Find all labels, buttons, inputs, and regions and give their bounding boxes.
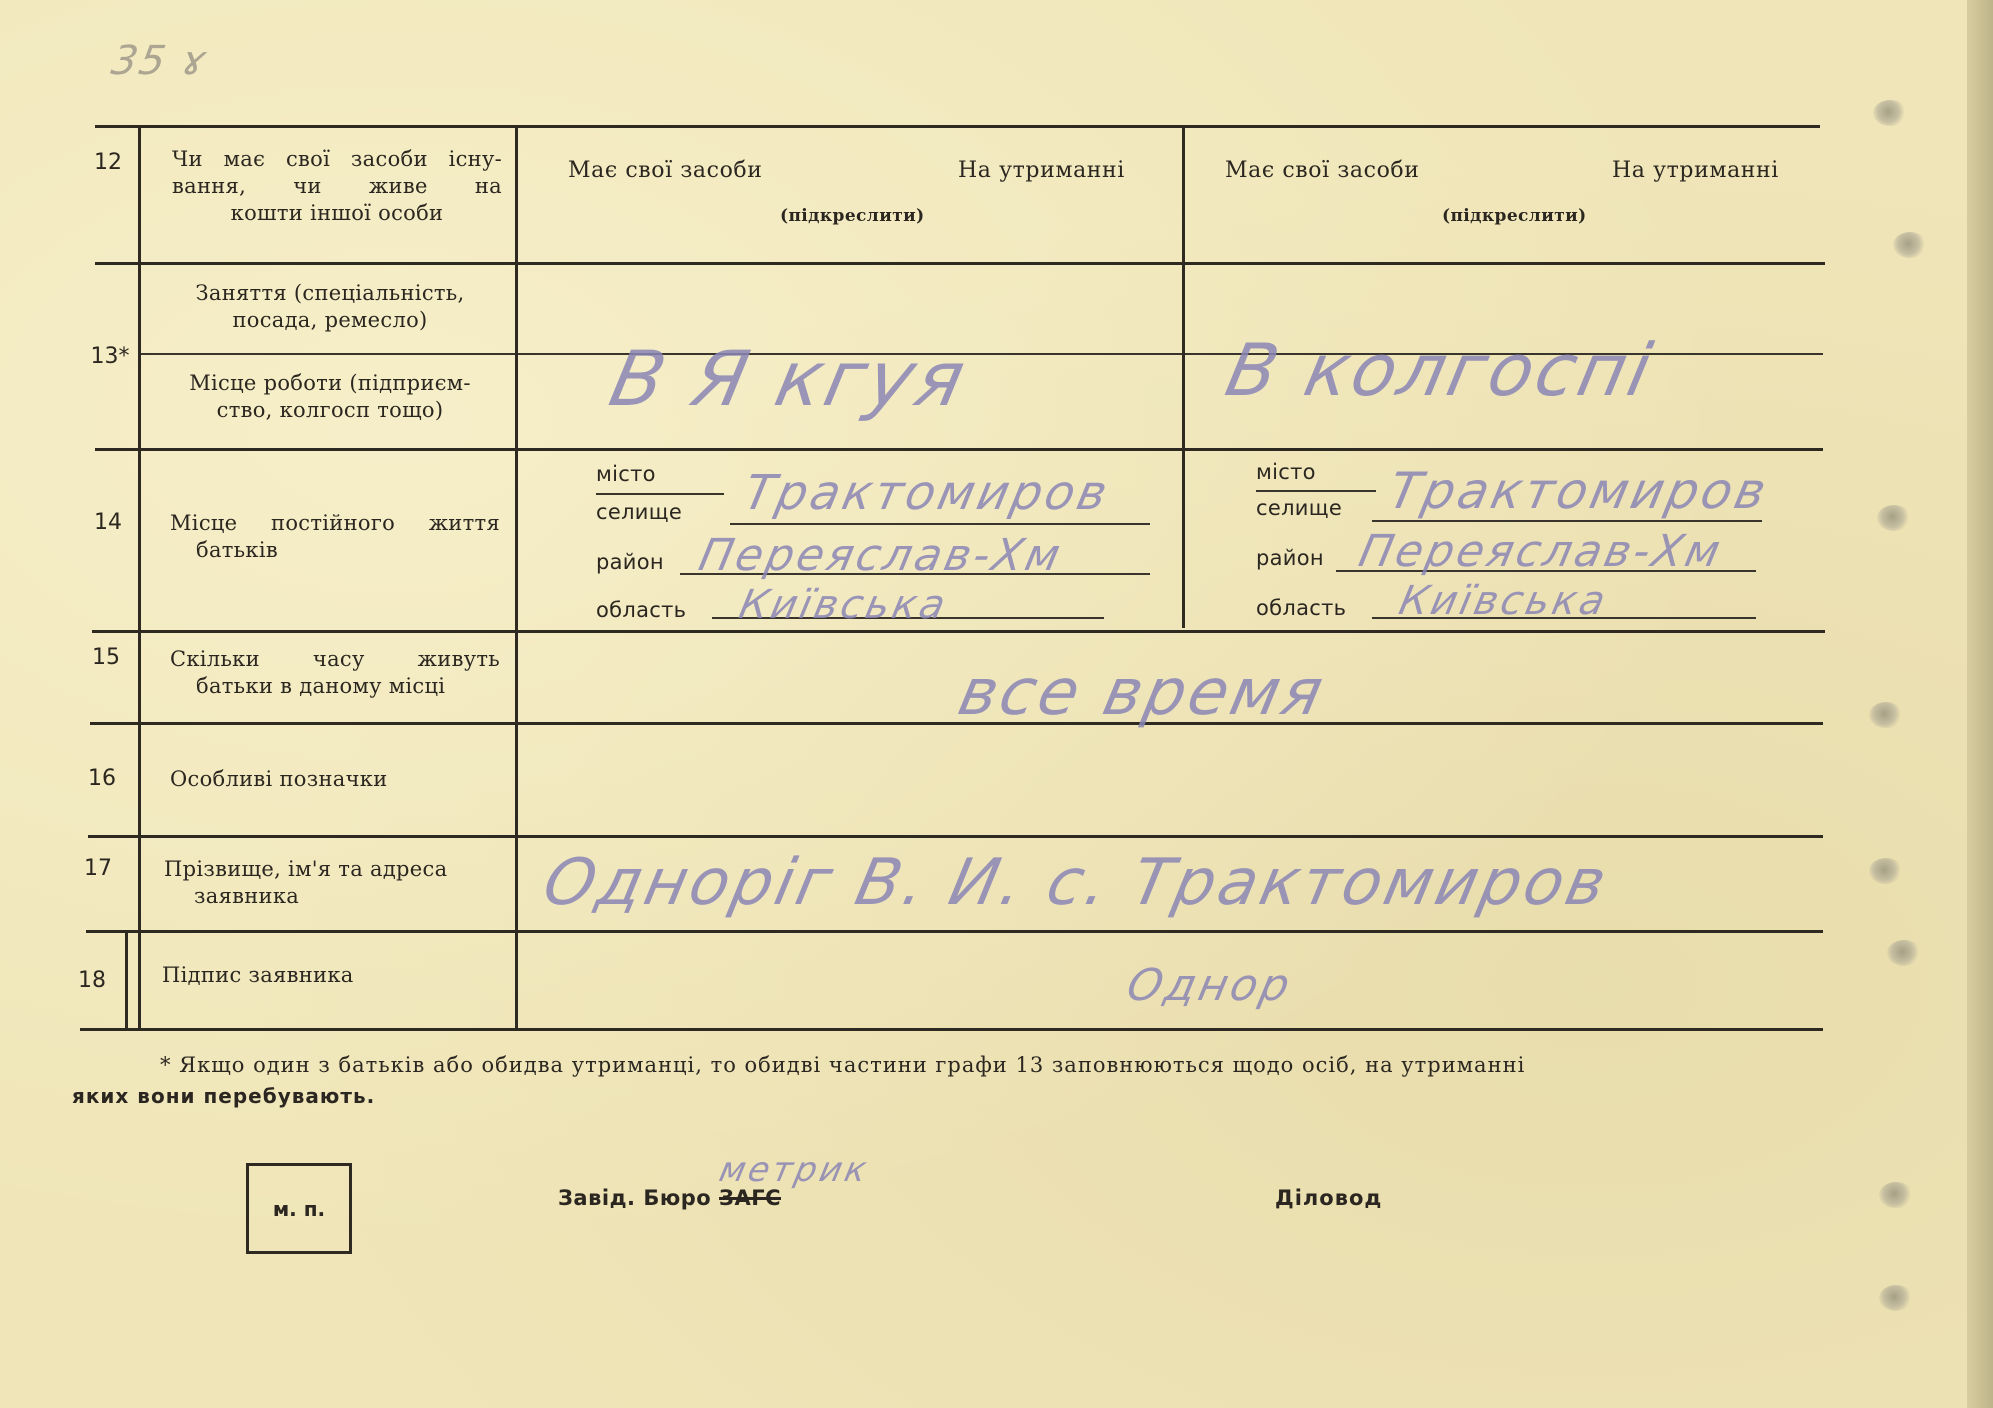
option-supported: На утриманні: [958, 158, 1125, 183]
punch-hole: [1879, 1285, 1913, 1311]
field-village-label: селище: [596, 500, 683, 524]
footnote-line: * Якщо один з батьків або обидва утриманці, то обидві частини графи 13 заповнюються щодо осіб, на утриманні: [160, 1053, 1526, 1077]
field-city-label: місто: [1256, 460, 1316, 484]
page-edge: [1967, 0, 1993, 1408]
row-label: Прізвище, ім'я та адреса заявника: [164, 857, 448, 908]
table-top-rule: [95, 125, 1820, 128]
punch-hole: [1873, 100, 1907, 126]
occupation-label: Заняття (спеціальність, посада, ремесло): [195, 281, 465, 332]
option-has-means: Має свої засоби: [568, 158, 763, 183]
option-has-means: Має свої засоби: [1225, 158, 1420, 183]
field-underline: [596, 493, 724, 495]
handwritten-correction: метрик: [715, 1150, 873, 1190]
table-bottom-rule: [80, 1028, 1823, 1031]
handwritten-region: Київська: [735, 582, 953, 628]
seal-placeholder: м. п.: [246, 1163, 352, 1254]
field-village-label: селище: [1256, 496, 1343, 520]
punch-hole: [1877, 505, 1911, 531]
row-number: 17: [84, 856, 112, 881]
row-divider: [95, 262, 1825, 265]
handwritten-occupation: В Я кгуя: [602, 334, 976, 423]
folio-number: 35 ɤ: [107, 38, 212, 84]
field-district-label: район: [1256, 546, 1324, 570]
column-divider: [515, 128, 518, 1028]
row-label: Чи має свої засоби існу- вання, чи живе на кошти іншої особи: [172, 147, 502, 225]
column-divider: [125, 932, 128, 1028]
row-divider: [86, 930, 1823, 933]
handwritten-village: Трактомиров: [1383, 462, 1775, 520]
row-number: 14: [94, 510, 122, 535]
punch-hole: [1887, 940, 1921, 966]
row-number: 18: [78, 968, 106, 993]
field-region-label: область: [596, 598, 687, 622]
field-underline: [1372, 520, 1762, 522]
row-number: 15: [92, 645, 120, 670]
row-divider: [95, 448, 1823, 451]
registry-head-label: Завід. Бюро ЗАГС: [558, 1186, 781, 1210]
column-divider: [1182, 128, 1185, 628]
option-supported: На утриманні: [1612, 158, 1779, 183]
field-district-label: район: [596, 550, 664, 574]
row-label: Особливі позначки: [170, 767, 388, 791]
row-number: 13*: [90, 344, 130, 369]
handwritten-region: Київська: [1395, 578, 1613, 624]
row-divider: [88, 835, 1823, 838]
handwritten-village: Трактомиров: [739, 465, 1116, 521]
punch-hole: [1869, 858, 1903, 884]
row-divider: [92, 630, 1825, 633]
handwritten-applicant: Одноріг В. И. с. Трактомиров: [537, 846, 1616, 920]
row-number: 12: [94, 150, 122, 175]
column-divider: [138, 128, 141, 1028]
row-label: Скільки часу живуть батьки в даному місці: [170, 647, 500, 698]
underline-note: (підкреслити): [780, 206, 925, 226]
workplace-label: Місце роботи (підприєм- ство, колгосп тощо): [189, 371, 471, 422]
row-number: 16: [88, 766, 116, 791]
struck-text: ЗАГС: [719, 1186, 781, 1210]
field-region-label: область: [1256, 596, 1347, 620]
underline-note: (підкреслити): [1442, 206, 1587, 226]
field-city-label: місто: [596, 462, 656, 486]
footnote-line: яких вони перебувають.: [72, 1084, 376, 1108]
handwritten-district: Переяслав-Хм: [694, 530, 1068, 581]
clerk-label: Діловод: [1275, 1186, 1383, 1210]
row-label: Підпис заявника: [162, 963, 354, 987]
field-underline: [1256, 490, 1376, 492]
punch-hole: [1893, 232, 1927, 258]
handwritten-occupation: В колгоспі: [1219, 328, 1662, 412]
punch-hole: [1879, 1182, 1913, 1208]
handwritten-signature: Однор: [1122, 960, 1298, 1011]
handwritten-district: Переяслав-Хм: [1354, 526, 1728, 577]
handwritten-duration: все время: [952, 656, 1332, 730]
punch-hole: [1869, 702, 1903, 728]
row-label: Місце постійного життя батьків: [170, 511, 500, 562]
field-underline: [730, 523, 1150, 525]
